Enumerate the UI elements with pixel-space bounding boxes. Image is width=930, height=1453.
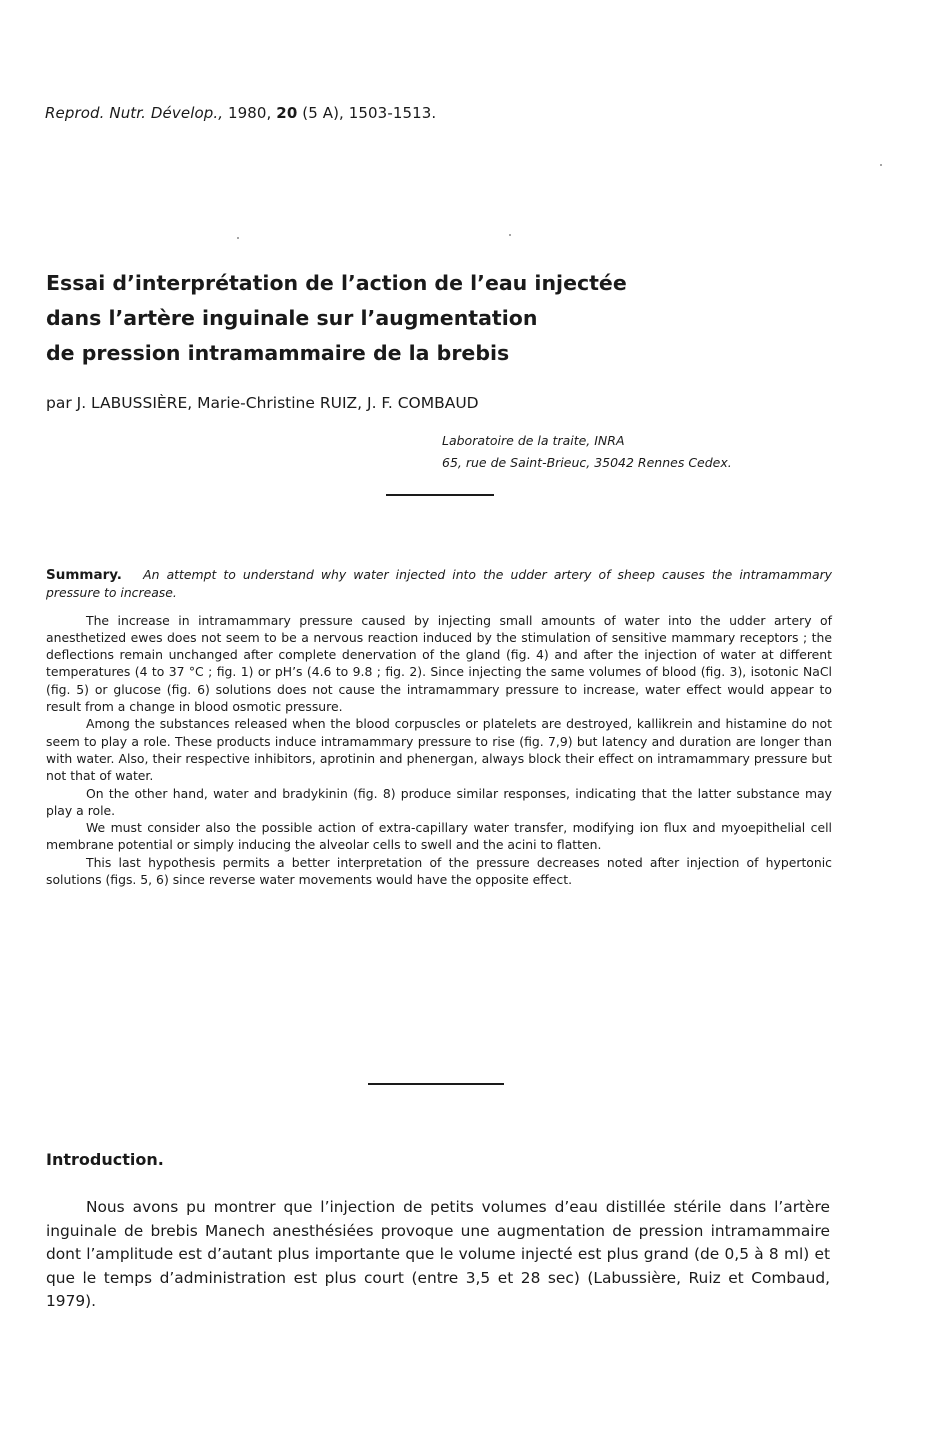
summary-label: Summary.	[46, 567, 122, 583]
section-divider	[368, 1083, 504, 1085]
summary-paragraph: We must consider also the possible action of extra-capillary water transfer, modifying ion flux and myoepithelial cell membrane potential or simply inducing the alveolar cells to swell and the acini to flatten.	[46, 820, 832, 853]
journal-volume: 20	[276, 104, 298, 122]
paper-title	[46, 266, 806, 371]
introduction-paragraph: Nous avons pu montrer que l’injection de petits volumes d’eau distillée stérile dans l’artère inguinale de brebis Manech anesthésiées provoque une augmentation de pression intramammaire dont l’amplitude est d’autant plus importante que le volume injecté est plus grand (de 0,5 à 8 ml) et que le temps d’administration est plus court (entre 3,5 et 28 sec) (Labussière, Ruiz et Combaud, 1979).	[46, 1198, 830, 1310]
journal-reference	[45, 104, 436, 122]
affiliation	[442, 430, 732, 474]
summary-paragraph: Among the substances released when the blood corpuscles or platelets are destroyed, kallikrein and histamine do not seem to play a role. These products induce intramammary pressure to rise (fig. 7,9) but latency and duration are longer than with water. Also, their respective inhibitors, aprotinin and phenergan, always block their effect on intramammary pressure but not that of water.	[46, 716, 832, 784]
introduction-heading: Introduction.	[46, 1150, 164, 1169]
summary-paragraph: The increase in intramammary pressure caused by injecting small amounts of water into the udder artery of anesthetized ewes does not seem to be a nervous reaction induced by the stimulation of sensitive mammary receptors ; the deflections remain unchanged after complete denervation of the gland (fig. 4) and after the injection of water at different temperatures (4 to 37 °C ; fig. 1) or pH’s (4.6 to 9.8 ; fig. 2). Since injecting the same volumes of blood (fig. 3), isotonic NaCl (fig. 5) or glucose (fig. 6) solutions does not cause the intramammary pressure to increase, water effect would appear to result from a change in blood osmotic pressure.	[46, 612, 832, 715]
summary-section	[46, 566, 832, 888]
author-list: par J. LABUSSIÈRE, Marie-Christine RUIZ, J. F. COMBAUD	[46, 394, 479, 412]
summary-title-paragraph	[46, 566, 832, 602]
journal-pages: (5 A), 1503-1513.	[297, 104, 437, 122]
scan-speck	[237, 237, 239, 239]
scan-speck	[880, 164, 882, 166]
affiliation-line: Laboratoire de la traite, INRA	[442, 433, 625, 448]
affiliation-line: 65, rue de Saint-Brieuc, 35042 Rennes Cedex.	[442, 455, 732, 470]
title-line: de pression intramammaire de la brebis	[46, 341, 510, 365]
title-line: Essai d’interprétation de l’action de l’eau injectée	[46, 271, 627, 295]
summary-paragraph: On the other hand, water and bradykinin (fig. 8) produce similar responses, indicating that the latter substance may play a role.	[46, 785, 832, 818]
title-line: dans l’artère inguinale sur l’augmentation	[46, 306, 538, 330]
summary-english-title: An attempt to understand why water injected into the udder artery of sheep causes the intramammary pressure to increase.	[46, 567, 832, 601]
scan-speck	[509, 234, 511, 236]
journal-year: 1980,	[223, 104, 277, 122]
summary-paragraph: This last hypothesis permits a better interpretation of the pressure decreases noted after injection of hypertonic solutions (figs. 5, 6) since reverse water movements would have the opposite effect.	[46, 854, 832, 888]
journal-name: Reprod. Nutr. Dévelop.,	[45, 104, 224, 122]
section-divider	[386, 494, 494, 496]
